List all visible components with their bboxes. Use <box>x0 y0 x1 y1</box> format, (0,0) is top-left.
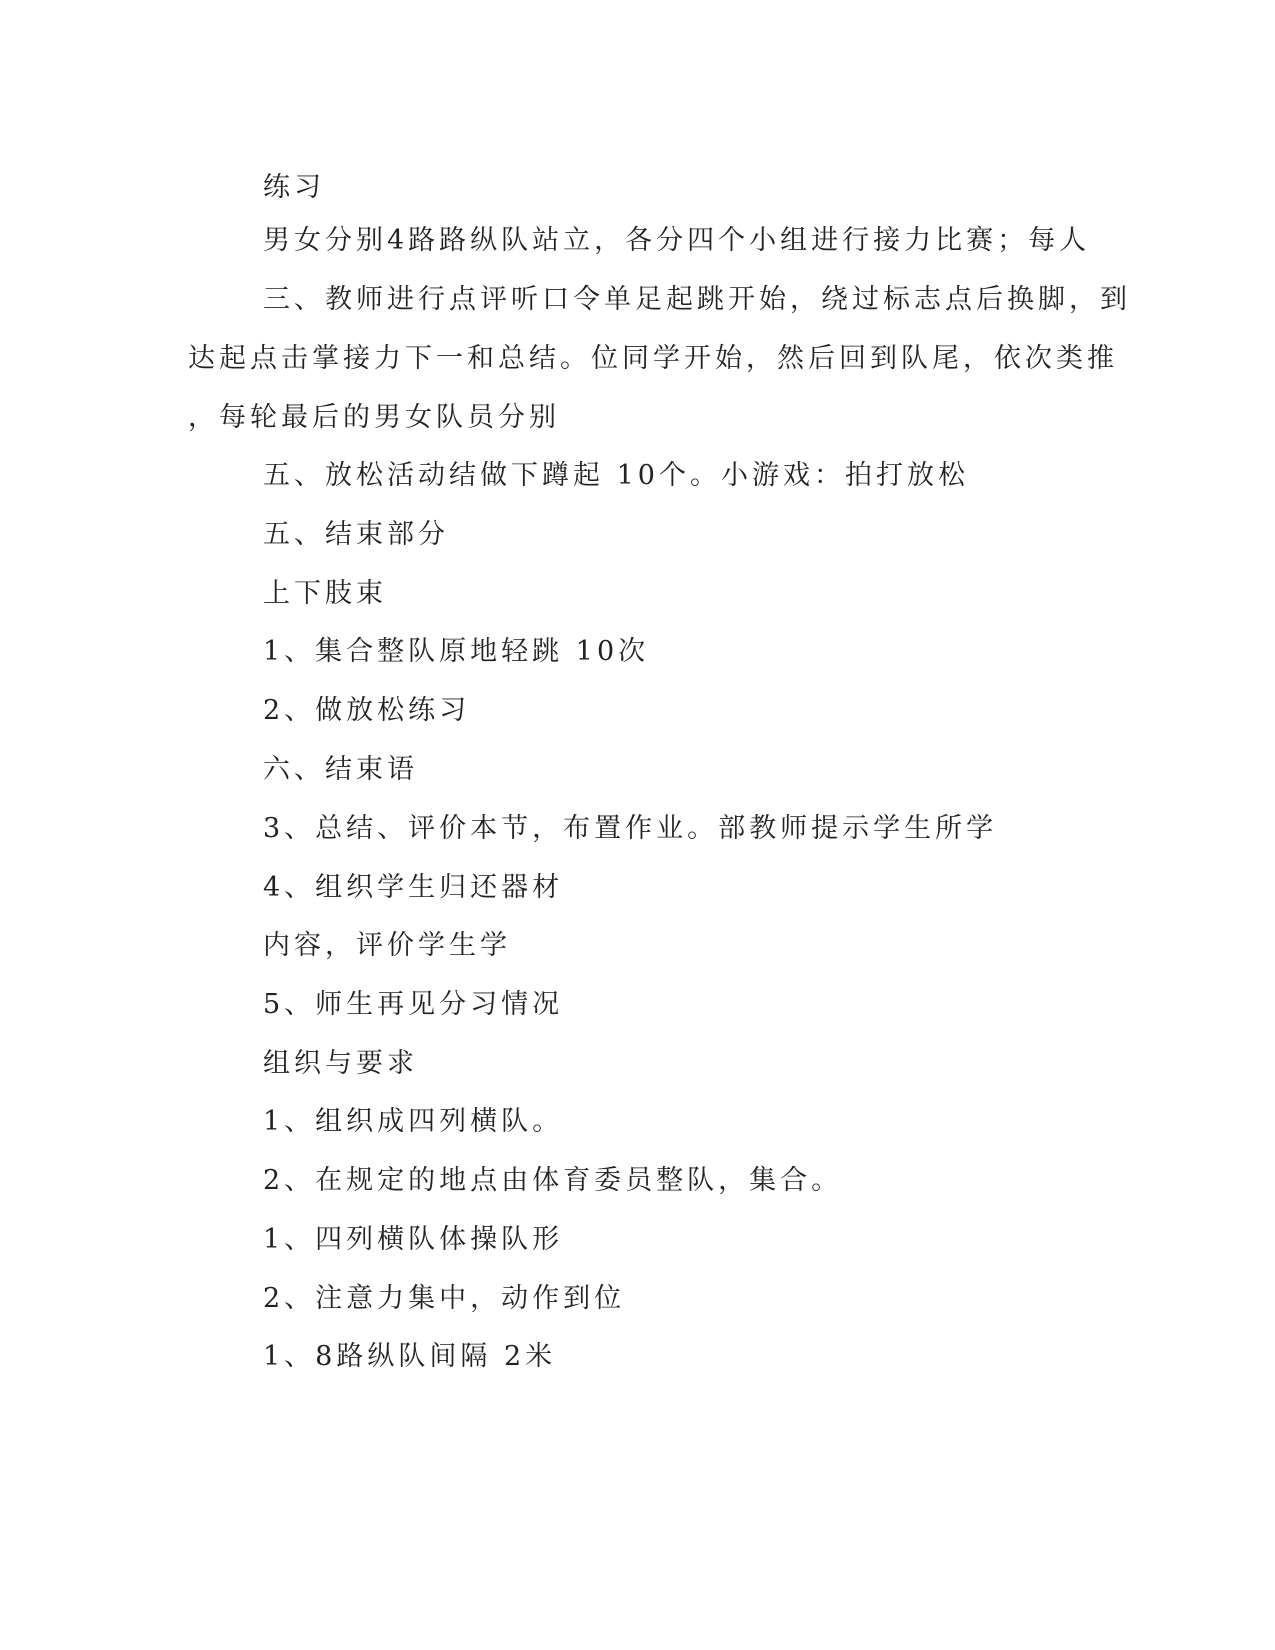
text-line-15: 5、师生再见分习情况 <box>263 989 564 1020</box>
text-line-10: 2、做放松练习 <box>263 695 471 726</box>
text-line-17: 1、组织成四列横队。 <box>263 1106 564 1137</box>
text-line-7: 五、结束部分 <box>263 519 449 550</box>
text-line-2: 男女分别4路路纵队站立，各分四个小组进行接力比赛；每人 <box>263 225 1091 256</box>
text-line-13: 4、组织学生归还器材 <box>263 872 564 903</box>
text-line-4: 达起点击掌接力下一和总结。位同学开始，然后回到队尾，依次类推 <box>188 343 1118 374</box>
text-line-14: 内容，评价学生学 <box>263 930 511 961</box>
text-line-9: 1、集合整队原地轻跳 10次 <box>263 636 650 667</box>
text-line-21: 1、8路纵队间隔 2米 <box>263 1341 557 1372</box>
text-line-3: 三、教师进行点评听口令单足起跳开始，绕过标志点后换脚，到 <box>263 284 1131 315</box>
text-line-20: 2、注意力集中，动作到位 <box>263 1283 626 1314</box>
text-line-6: 五、放松活动结做下蹲起 10个。小游戏：拍打放松 <box>263 460 969 491</box>
text-line-16: 组织与要求 <box>263 1048 418 1079</box>
text-line-1: 练习 <box>263 172 325 203</box>
text-line-18: 2、在规定的地点由体育委员整队，集合。 <box>263 1165 843 1196</box>
text-line-8: 上下肢束 <box>263 578 387 609</box>
text-line-19: 1、四列横队体操队形 <box>263 1224 564 1255</box>
text-line-12: 3、总结、评价本节，布置作业。部教师提示学生所学 <box>263 813 998 844</box>
text-line-5: ，每轮最后的男女队员分别 <box>188 402 560 433</box>
text-line-11: 六、结束语 <box>263 754 418 785</box>
